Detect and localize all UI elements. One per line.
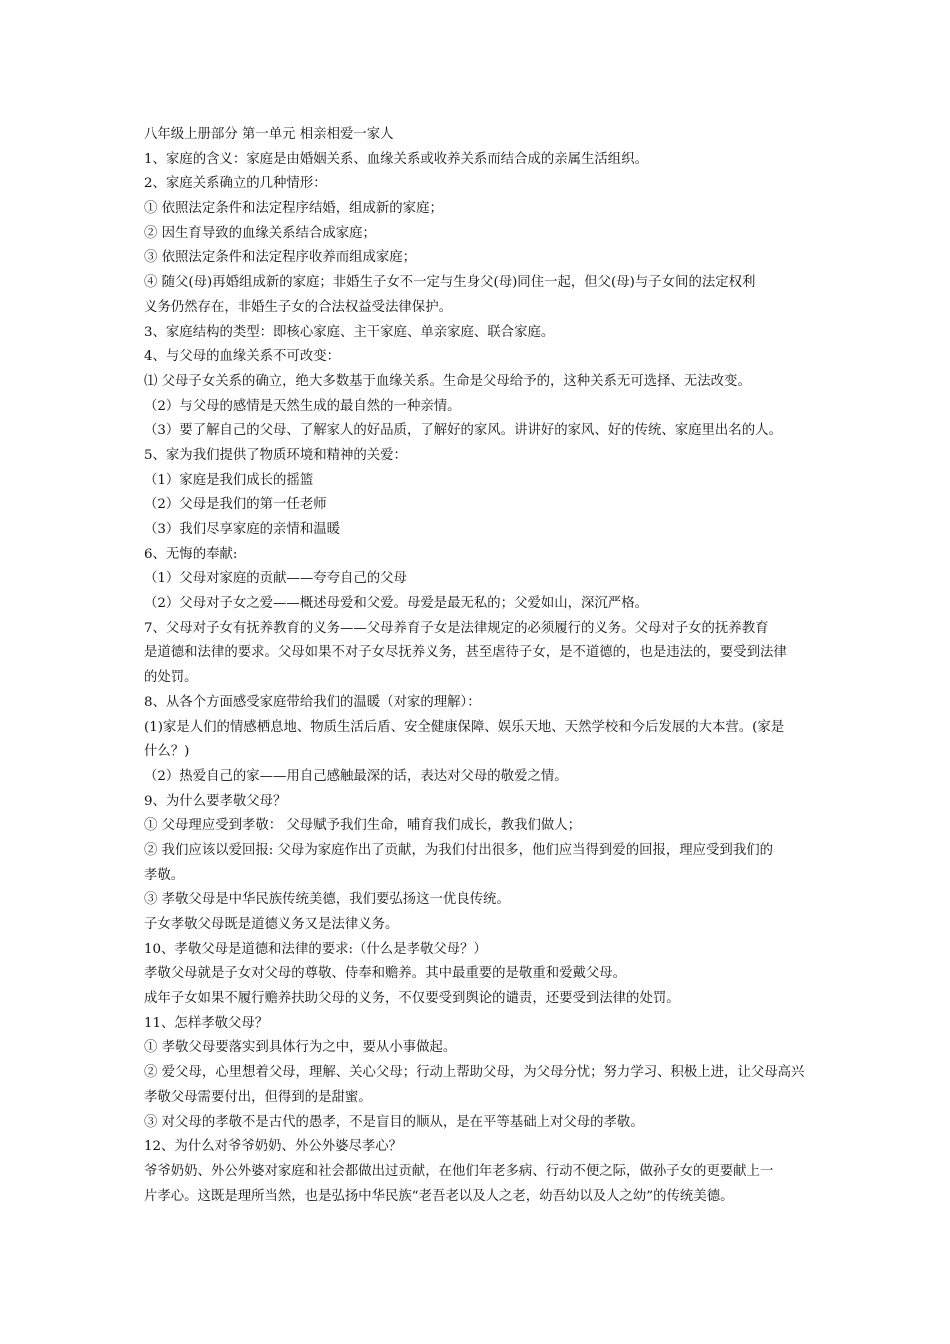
paragraph-line: 孝敬父母就是子女对父母的尊敬、侍奉和赡养。其中最重要的是敬重和爱戴父母。 bbox=[144, 966, 627, 982]
list-item: （1）父母对家庭的贡献——夸夸自己的父母 bbox=[144, 571, 407, 587]
list-item: ① 孝敬父母要落实到具体行为之中，要从小事做起。 bbox=[144, 1040, 457, 1056]
paragraph-line: 片孝心。这既是理所当然，也是弘扬中华民族“老吾老以及人之老，幼吾幼以及人之幼”的传统美德。 bbox=[144, 1188, 734, 1204]
list-item: ① 依照法定条件和法定程序结婚，组成新的家庭； bbox=[144, 201, 443, 217]
paragraph-line: 是道德和法律的要求。父母如果不对子女尽抚养义务，甚至虐待子女，是不道德的，也是违法的，要受到法律 bbox=[144, 645, 787, 661]
list-item: ② 因生育导致的血缘关系结合成家庭； bbox=[144, 225, 376, 241]
list-item: （2）父母是我们的第一任老师 bbox=[144, 497, 327, 513]
section-heading: 6、无悔的奉献: bbox=[144, 546, 238, 562]
section-heading: 12、为什么对爷爷奶奶、外公外婆尽孝心？ bbox=[144, 1139, 403, 1155]
list-item: ③ 孝敬父母是中华民族传统美德，我们要弘扬这一优良传统。 bbox=[144, 892, 510, 908]
list-item: ② 爱父母，心里想着父母，理解、关心父母；行动上帮助父母，为父母分忧；努力学习、积极上进，让父母高兴 bbox=[144, 1065, 805, 1081]
paragraph-line: 什么？) bbox=[144, 744, 190, 760]
list-item: （2）热爱自己的家——用自己感触最深的话，表达对父母的敬爱之情。 bbox=[144, 768, 568, 784]
paragraph-line: 子女孝敬父母既是道德义务又是法律义务。 bbox=[144, 917, 399, 932]
list-item: ③ 依照法定条件和法定程序收养而组成家庭； bbox=[144, 250, 417, 266]
list-item: （3）要了解自己的父母、了解家人的好品质，了解好的家风。讲讲好的家风、好的传统、家庭里出名的人。 bbox=[144, 423, 782, 439]
section-heading: 3、家庭结构的类型：即核心家庭、主干家庭、单亲家庭、联合家庭。 bbox=[144, 324, 555, 340]
list-item: （2）父母对子女之爱——概述母爱和父爱。母爱是最无私的；父爱如山，深沉严格。 bbox=[144, 596, 648, 612]
paragraph-line: 的处罚。 bbox=[144, 670, 198, 686]
section-heading: 11、怎样孝敬父母？ bbox=[144, 1015, 269, 1031]
list-item: ② 我们应该以爱回报: 父母为家庭作出了贡献，为我们付出很多，他们应当得到爱的回报，理应受到我们的 bbox=[144, 842, 773, 858]
section-heading: 7、父母对子女有抚养教育的义务——父母养育子女是法律规定的必须履行的义务。父母对子女的抚养教育 bbox=[144, 620, 769, 636]
section-heading: 4、与父母的血缘关系不可改变： bbox=[144, 349, 340, 365]
list-item: (1)家是人们的情感栖息地、物质生活后盾、安全健康保障、娱乐天地、天然学校和今后发展的大本营。(家是 bbox=[144, 719, 785, 735]
list-item: ③ 对父母的孝敬不是古代的愚孝，不是盲目的顺从，是在平等基础上对父母的孝敬。 bbox=[144, 1114, 644, 1130]
list-item: ④ 随父(母)再婚组成新的家庭；非婚生子女不一定与生身父(母)同住一起，但父(母)与子女间的法定权利 bbox=[144, 275, 756, 291]
section-heading: 9、为什么要孝敬父母？ bbox=[144, 793, 287, 809]
list-item: （2）与父母的感情是天然生成的最自然的一种亲情。 bbox=[144, 398, 461, 414]
paragraph-line: 孝敬父母需要付出，但得到的是甜蜜。 bbox=[144, 1089, 372, 1105]
section-heading: 8、从各个方面感受家庭带给我们的温暖（对家的理解）： bbox=[144, 694, 481, 710]
paragraph-line: 义务仍然存在，非婚生子女的合法权益受法律保护。 bbox=[144, 299, 452, 315]
section-heading: 5、家为我们提供了物质环境和精神的关爱： bbox=[144, 447, 407, 463]
paragraph-line: 孝敬。 bbox=[144, 867, 185, 883]
paragraph-line: 成年子女如果不履行赡养扶助父母的义务，不仅要受到舆论的谴责，还要受到法律的处罚。 bbox=[144, 991, 680, 1007]
paragraph-line: 爷爷奶奶、外公外婆对家庭和社会都做出过贡献，在他们年老多病、行动不便之际，做孙子女的更要献上一 bbox=[144, 1163, 774, 1179]
section-heading: 10、孝敬父母是道德和法律的要求:（什么是孝敬父母？） bbox=[144, 941, 487, 957]
list-item: ⑴ 父母子女关系的确立，绝大多数基于血缘关系。生命是父母给予的，这种关系无可选择、无法改变。 bbox=[144, 373, 751, 389]
list-item: （1）家庭是我们成长的摇篮 bbox=[144, 472, 314, 488]
list-item: ① 父母理应受到孝敬： 父母赋予我们生命，哺育我们成长，教我们做人； bbox=[144, 818, 582, 834]
document-body bbox=[144, 123, 812, 1209]
document-title: 八年级上册部分 第一单元 相亲相爱一家人 bbox=[144, 127, 394, 142]
list-item: （3）我们尽享家庭的亲情和温暖 bbox=[144, 522, 340, 537]
section-heading: 2、家庭关系确立的几种情形： bbox=[144, 176, 327, 192]
paragraph-line: 1、家庭的含义：家庭是由婚姻关系、血缘关系或收养关系而结合成的亲属生活组织。 bbox=[144, 151, 648, 167]
